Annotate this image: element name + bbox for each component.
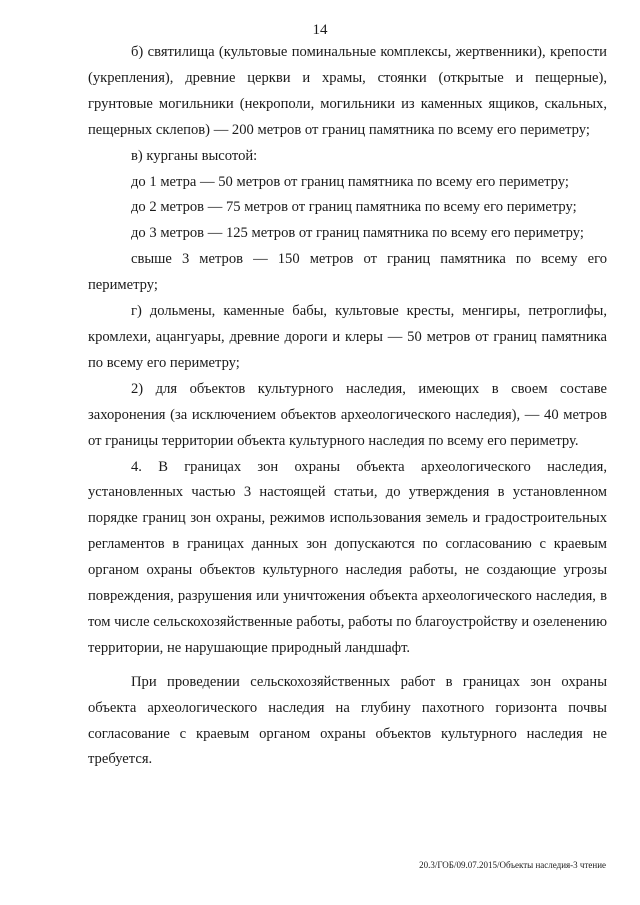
- paragraph-agricultural-works: При проведении сельскохозяйственных работ в границах зон охраны объекта археологического наследия на глубину пахотного горизонта почвы согласование с краевым органом охраны объектов культурного наследия не требуется.: [88, 673, 607, 768]
- paragraph-burials: 2) для объектов культурного наследия, имеющих в своем составе захоронения (за исключением объектов археологического наследия), — 40 метров от границы территории объекта культурного наследия по всему его периметру.: [88, 380, 607, 449]
- paragraph-kurgan-1m: до 1 метра — 50 метров от границ памятника по всему его периметру;: [131, 173, 569, 190]
- paragraph-kurgan-3m: до 3 метров — 125 метров от границ памятника по всему его периметру;: [131, 225, 584, 242]
- paragraph-kurgan-over-3m: свыше 3 метров — 150 метров от границ памятника по всему его периметру;: [88, 251, 607, 294]
- footer-document-id: 20.3/ГОБ/09.07.2015/Объекты наследия-3 чтение: [419, 860, 606, 870]
- paragraph-section-4: 4. В границах зон охраны объекта археологического наследия, установленных частью 3 настоящей статьи, до утверждения в установленном порядке границ зон охраны, режимов использования земель и градостроительных регламентов в границах данных зон допускаются по согласованию с краевым органом охраны объектов культурного наследия работы, не создающие угрозы повреждения, разрушения или уничтожения объекта археологического наследия, в том числе сельскохозяйственные работы, работы по благоустройству и озеленению территории, не нарушающие природный ландшафт.: [88, 458, 607, 656]
- paragraph-kurgans-heading: в) курганы высотой:: [131, 147, 258, 164]
- paragraph-dolmens: г) дольмены, каменные бабы, культовые кресты, менгиры, петроглифы, кромлехи, ацангуары, древние дороги и клеры — 50 метров от границ памятника по всему его периметру;: [88, 303, 607, 371]
- page-number: 14: [312, 22, 328, 38]
- paragraph-sanctuaries: б) святилища (культовые поминальные комплексы, жертвенники), крепости (укрепления), древние церкви и храмы, стоянки (открытые и пещерные), грунтовые могильники (некрополи, могильники из каменных ящиков, скальных, пещерных склепов) — 200 метров от границ памятника по всему его периметру;: [88, 44, 607, 138]
- document-body: [88, 40, 607, 773]
- paragraph-kurgan-2m: до 2 метров — 75 метров от границ памятника по всему его периметру;: [131, 199, 577, 216]
